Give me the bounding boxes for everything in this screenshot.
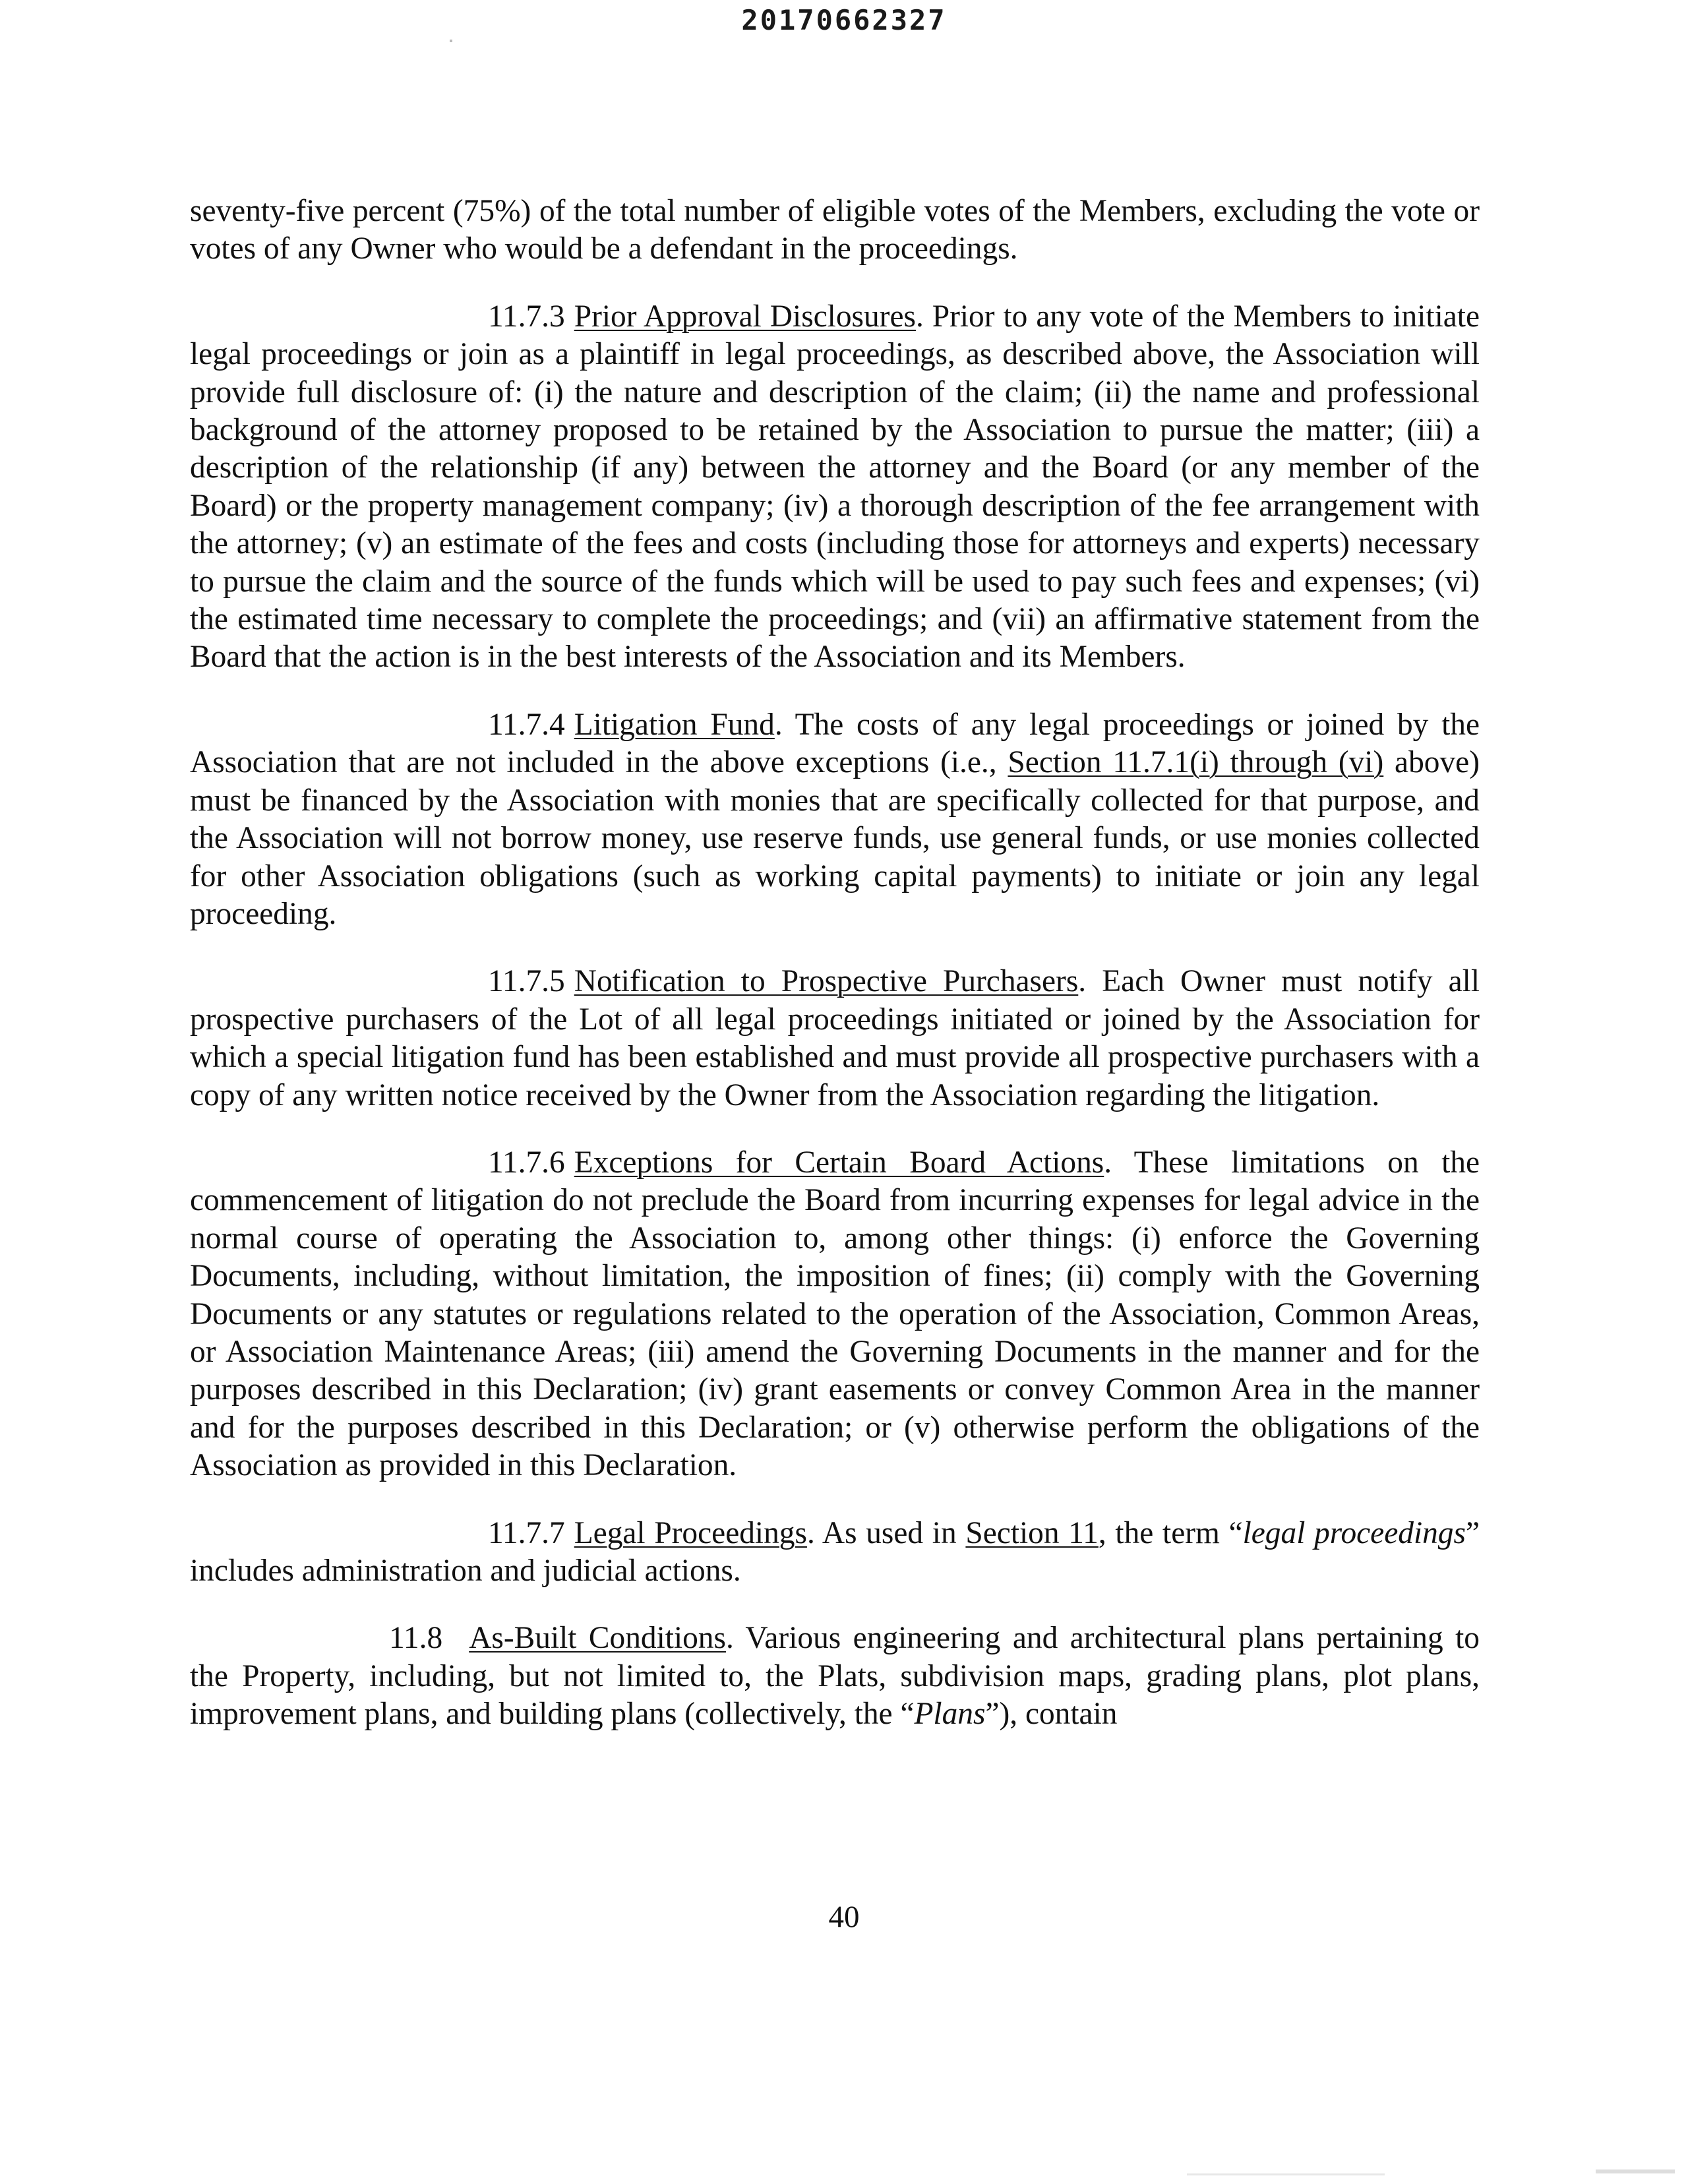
section-reference: Section 11 bbox=[965, 1515, 1099, 1550]
section-11-7-5 bbox=[190, 963, 1480, 1114]
scan-artifact bbox=[450, 40, 452, 42]
section-number: 11.8 bbox=[389, 1621, 443, 1656]
paragraph-text: . Prior to any vote of the Members to initiate legal proceedings or join as a plaintiff in legal proceedings, as described above, the Association will provide full disclosure of: (i) the nature and description of the claim; (ii) the name and professional background of the attorney proposed to be retained by the Association to pursue the matter; (iii) a description of the relationship (if any) between the attorney and the Board (or any member of the Board) or the property management company; (iv) a thorough description of the fee arrangement with the attorney; (v) an estimate of the fees and costs (including those for attorneys and experts) necessary to pursue the claim and the source of the funds which will be used to pay such fees and expenses; (vi) the estimated time necessary to complete the proceedings; and (vii) an affirmative statement from the Board that the action is in the best interests of the Association and its Members. bbox=[190, 299, 1480, 675]
paragraph-text: above) must be financed by the Association with monies that are specifically collected for that purpose, and the Association will not borrow money, use reserve funds, use general funds, or use monies collected for other Association obligations (such as working capital payments) to initiate or join any legal proceeding. bbox=[190, 745, 1480, 931]
section-heading: Litigation Fund bbox=[574, 707, 775, 742]
section-number: 11.7.5 bbox=[488, 964, 565, 999]
section-heading: Notification to Prospective Purchasers bbox=[574, 964, 1079, 999]
defined-term: legal proceedings bbox=[1242, 1515, 1466, 1550]
paragraph-text: . The costs of any legal proceedings or joined by the Association that are not included in the above exceptions (i.e., bbox=[190, 707, 1480, 780]
scan-artifact bbox=[1596, 2169, 1675, 2173]
scan-artifact bbox=[1187, 2173, 1385, 2175]
section-11-7-4 bbox=[190, 706, 1480, 933]
section-11-7-3 bbox=[190, 298, 1480, 677]
paragraph-text: . These limitations on the commencement of litigation do not preclude the Board from incurring expenses for legal advice in the normal course of operating the Association to, among other things: (i) enforce the Governing Documents, including, without limitation, the imposition of fines; (ii) comply with the Governing Documents or any statutes or regulations related to the operation of the Association, Common Areas, or Association Maintenance Areas; (iii) amend the Governing Documents in the manner and for the purposes described in this Declaration; (iv) grant easements or convey Common Area in the manner and for the purposes described in this Declaration; or (v) otherwise perform the obligations of the Association as provided in this Declaration. bbox=[190, 1145, 1480, 1483]
page-number: 40 bbox=[828, 1900, 860, 1934]
paragraph-text: , the term “ bbox=[1098, 1515, 1243, 1550]
document-number: 20170662327 bbox=[741, 4, 947, 36]
section-reference: Section 11.7.1(i) through (vi) bbox=[1008, 745, 1384, 780]
defined-term: Plans bbox=[914, 1697, 986, 1732]
section-number: 11.7.4 bbox=[488, 707, 565, 742]
section-heading: Legal Proceedings bbox=[574, 1515, 807, 1550]
section-11-7-6 bbox=[190, 1144, 1480, 1485]
paragraph-text: . Various engineering and architectural plans pertaining to the Property, including, but not limited to, the Plats, subdivision maps, grading plans, plot plans, improvement plans, and building plans (collectively, the “ bbox=[190, 1621, 1480, 1732]
section-number: 11.7.7 bbox=[488, 1515, 565, 1550]
section-number: 11.7.3 bbox=[488, 299, 565, 334]
section-heading: As-Built Conditions bbox=[469, 1621, 726, 1656]
document-body bbox=[190, 193, 1480, 1763]
section-11-8 bbox=[190, 1620, 1480, 1733]
section-11-7-7 bbox=[190, 1515, 1480, 1591]
section-number: 11.7.6 bbox=[488, 1145, 565, 1180]
section-heading: Exceptions for Certain Board Actions bbox=[574, 1145, 1104, 1180]
paragraph-text: seventy-five percent (75%) of the total number of eligible votes of the Members, excluding the vote or votes of any Owner who would be a defendant in the proceedings. bbox=[190, 194, 1480, 266]
paragraph-text: ” includes administration and judicial actions. bbox=[190, 1515, 1480, 1588]
paragraph-text: ”), contain bbox=[985, 1697, 1118, 1732]
paragraph-continuation bbox=[190, 193, 1480, 268]
paragraph-text: . Each Owner must notify all prospective purchasers of the Lot of all legal proceedings initiated or joined by the Association for which a special litigation fund has been established and must provide all prospective purchasers with a copy of any written notice received by the Owner from the Association regarding the litigation. bbox=[190, 964, 1480, 1112]
section-heading: Prior Approval Disclosures bbox=[574, 299, 916, 334]
paragraph-text: . As used in bbox=[806, 1515, 966, 1550]
